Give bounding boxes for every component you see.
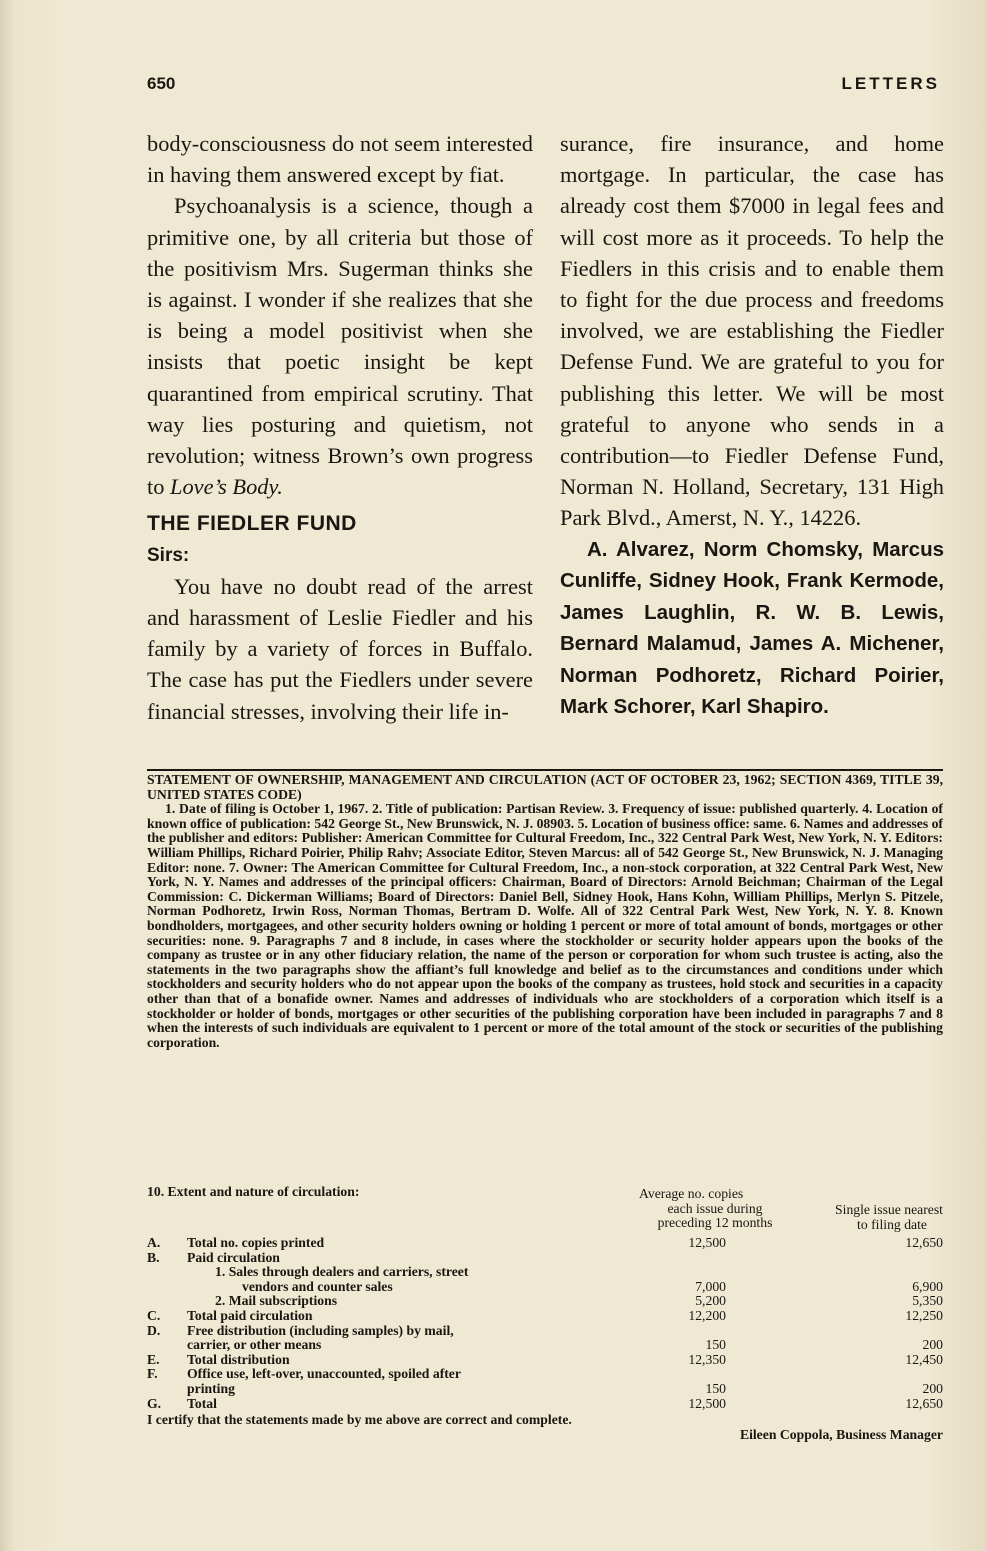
table-row [147, 1353, 943, 1368]
table-row [147, 1280, 943, 1295]
table-row [147, 1236, 943, 1251]
paragraph: You have no doubt read of the arrest and harassment of Leslie Fiedler and his family by a variety of forces in Buffalo. The case has put the Fiedlers under severe financial stresses, involving their life in- [147, 573, 533, 724]
row-value-single-issue: 12,650 [905, 1395, 943, 1411]
row-label: Free distribution (including samples) by mail, [187, 1322, 454, 1338]
salutation: Sirs: [147, 544, 190, 566]
circulation-rows [147, 1236, 943, 1411]
row-value-average: 150 [705, 1380, 726, 1396]
book-title: Love’s Body. [170, 474, 283, 500]
signer: Eileen Coppola, Business Manager [739, 1426, 943, 1442]
row-label: Total paid circulation [187, 1307, 313, 1323]
row-key: A. [147, 1235, 161, 1250]
table-row [147, 1382, 943, 1397]
row-value-single-issue: 5,350 [912, 1293, 943, 1309]
row-label: Total [187, 1395, 217, 1411]
row-value-average: 12,500 [688, 1235, 726, 1250]
table-row [147, 1324, 943, 1339]
table-row [147, 1397, 943, 1412]
statement-title: STATEMENT OF OWNERSHIP, MANAGEMENT AND CIRCULATION (ACT OF OCTOBER 23, 1962; SECTION 4369, TITLE 39, UNITED STATES CODE) [147, 772, 943, 802]
row-value-single-issue: 200 [922, 1380, 943, 1396]
row-label: 2. Mail subscriptions [215, 1293, 338, 1309]
row-value-average: 12,200 [688, 1307, 726, 1323]
header-line: each issue during [667, 1200, 763, 1216]
paragraph: surance, fire insurance, and home mortgage. In particular, the case has already cost them $7000 in legal fees and will cost more as it proceeds. To help the Fiedlers in this crisis and to enable them to fight for the due process and freedoms involved, we are establishing the Fiedler Defense Fund. We are grateful to you for publishing this letter. We will be most grateful to anyone who sends in a contribution—to Fiedler Defense Fund, Norman N. Holland, Secretary, 131 High Park Blvd., Amerst, N. Y., 14226. [560, 131, 944, 531]
row-label: Office use, left-over, unaccounted, spoiled after [187, 1366, 461, 1382]
left-column [147, 128, 533, 727]
row-value-single-issue: 200 [922, 1337, 943, 1353]
row-label: 1. Sales through dealers and carriers, street [215, 1264, 469, 1280]
right-column [560, 128, 944, 723]
header-line: to filing date [857, 1216, 927, 1232]
row-value-average: 12,350 [688, 1351, 726, 1367]
row-label: printing [187, 1380, 235, 1396]
statement-body: 1. Date of filing is October 1, 1967. 2. Title of publication: Partisan Review. 3. Frequency of issue: published quarterly. 4. Location of known office of publication: 542 George St., New Brunswick, N. J. 08903. 5. Location of business office: same. 6. Names and addresses of the publisher and editors: Publisher: American Committee for Cultural Freedom, Inc., 322 Central Park West, New York, N. Y. Editors: William Phillips, Richard Poirier, Philip Rahv; Associate Editor, Steven Marcus: all of 542 George St., New Brunswick, N. J. Managing Editor: none. 7. Owner: The American Committee for Cultural Freedom, Inc., a non-stock corporation, at 322 Central Park West, New York, N. Y. Names and addresses of the principal officers: Chairman, Board of Directors: Arnold Beichman; Chairman of the Legal Commission: C. Dickerman Williams; Board of Directors: Daniel Bell, Sidney Hook, Hans Kohn, William Phillips, Merlyn S. Pitzele, Norman Podhoretz, Irwin Ross, Norman Thomas, Bertram D. Wolfe. All of 322 Central Park West, New York, N. Y. 8. Known bondholders, mortgagees, and other security holders owning or holding 1 percent or more of total amount of bonds, mortgages or other securities: none. 9. Paragraphs 7 and 8 include, in cases where the stockholder or security holder appears upon the books of the company as trustee or in any other fiduciary relation, the name of the person or corporation for whom such trustee is acting, also the statements in the two paragraphs show the affiant’s full knowledge and belief as to the circumstances and conditions under which stockholders and security holders who do not appear upon the books of the company as trustees, hold stock and securities in a capacity other than that of a bonafide owner. Names and addresses of individuals who are stockholders of a corporation which itself is a stockholder or holder of bonds, mortgages or other securities of the publishing corporation have been included in paragraphs 7 and 8 when the interests of such individuals are equivalent to 1 percent or more of the total amount of the stock or securities of the publishing corporation. [147, 801, 943, 1050]
row-key: G. [147, 1395, 162, 1411]
statement-of-ownership [147, 773, 943, 1050]
section-title: LETTERS [841, 74, 940, 93]
row-value-single-issue: 12,250 [905, 1307, 943, 1323]
header-line: preceding 12 months [657, 1215, 773, 1231]
table-row [147, 1294, 943, 1309]
row-value-single-issue: 12,650 [905, 1235, 943, 1250]
row-value-single-issue: 6,900 [912, 1278, 943, 1294]
table-row [147, 1367, 943, 1382]
row-label: Total no. copies printed [187, 1235, 325, 1250]
row-label: carrier, or other means [187, 1337, 322, 1353]
circulation-table [147, 1185, 943, 1442]
row-value-single-issue: 12,450 [905, 1351, 943, 1367]
row-value-average: 5,200 [695, 1293, 726, 1309]
table-row [147, 1265, 943, 1280]
row-value-average: 150 [705, 1337, 726, 1353]
header-line: Single issue nearest [835, 1202, 943, 1217]
circulation-label: 10. Extent and nature of circulation: [147, 1184, 360, 1199]
row-key: B. [147, 1249, 160, 1265]
row-label: vendors and counter sales [242, 1278, 393, 1294]
column-header-average [635, 1187, 795, 1231]
row-key: C. [147, 1307, 161, 1323]
row-key: F. [147, 1366, 158, 1382]
row-value-average: 12,500 [688, 1395, 726, 1411]
table-row [147, 1309, 943, 1324]
table-row [147, 1338, 943, 1353]
paragraph-text: Psychoanalysis is a science, though a primitive one, by all criteria but those of the positivism Mrs. Sugerman thinks she is against. I wonder if she realizes that she is being a model positivist when she insists that poetic insight be kept quarantined from empirical scrutiny. That way lies posturing and quietism, not revolution; witness Brown’s own progress to [147, 193, 533, 500]
column-header-single-issue [795, 1203, 943, 1232]
paragraph: body-consciousness do not seem interested in having them answered except by fiat. [147, 131, 533, 188]
paragraph [147, 190, 533, 502]
page-number: 650 [147, 74, 176, 93]
table-row [147, 1251, 943, 1266]
header-line: Average no. copies [639, 1186, 744, 1201]
row-key: E. [147, 1351, 160, 1367]
running-header [147, 74, 940, 100]
certification: I certify that the statements made by me above are correct and complete. [147, 1412, 572, 1428]
signatories: A. Alvarez, Norm Chomsky, Marcus Cunliffe, Sidney Hook, Frank Kermode, James Laughlin, R. W. B. Lewis, Bernard Malamud, James A. Michener, Norman Podhoretz, Richard Poirier, Mark Schorer, Karl Shapiro. [560, 537, 944, 719]
section-heading: THE FIEDLER FUND [147, 512, 357, 536]
row-label: Paid circulation [187, 1249, 280, 1265]
circulation-header [147, 1185, 943, 1236]
divider-rule [147, 769, 943, 771]
row-value-average: 7,000 [695, 1278, 726, 1294]
row-key: D. [147, 1322, 161, 1338]
row-label: Total distribution [187, 1351, 290, 1367]
